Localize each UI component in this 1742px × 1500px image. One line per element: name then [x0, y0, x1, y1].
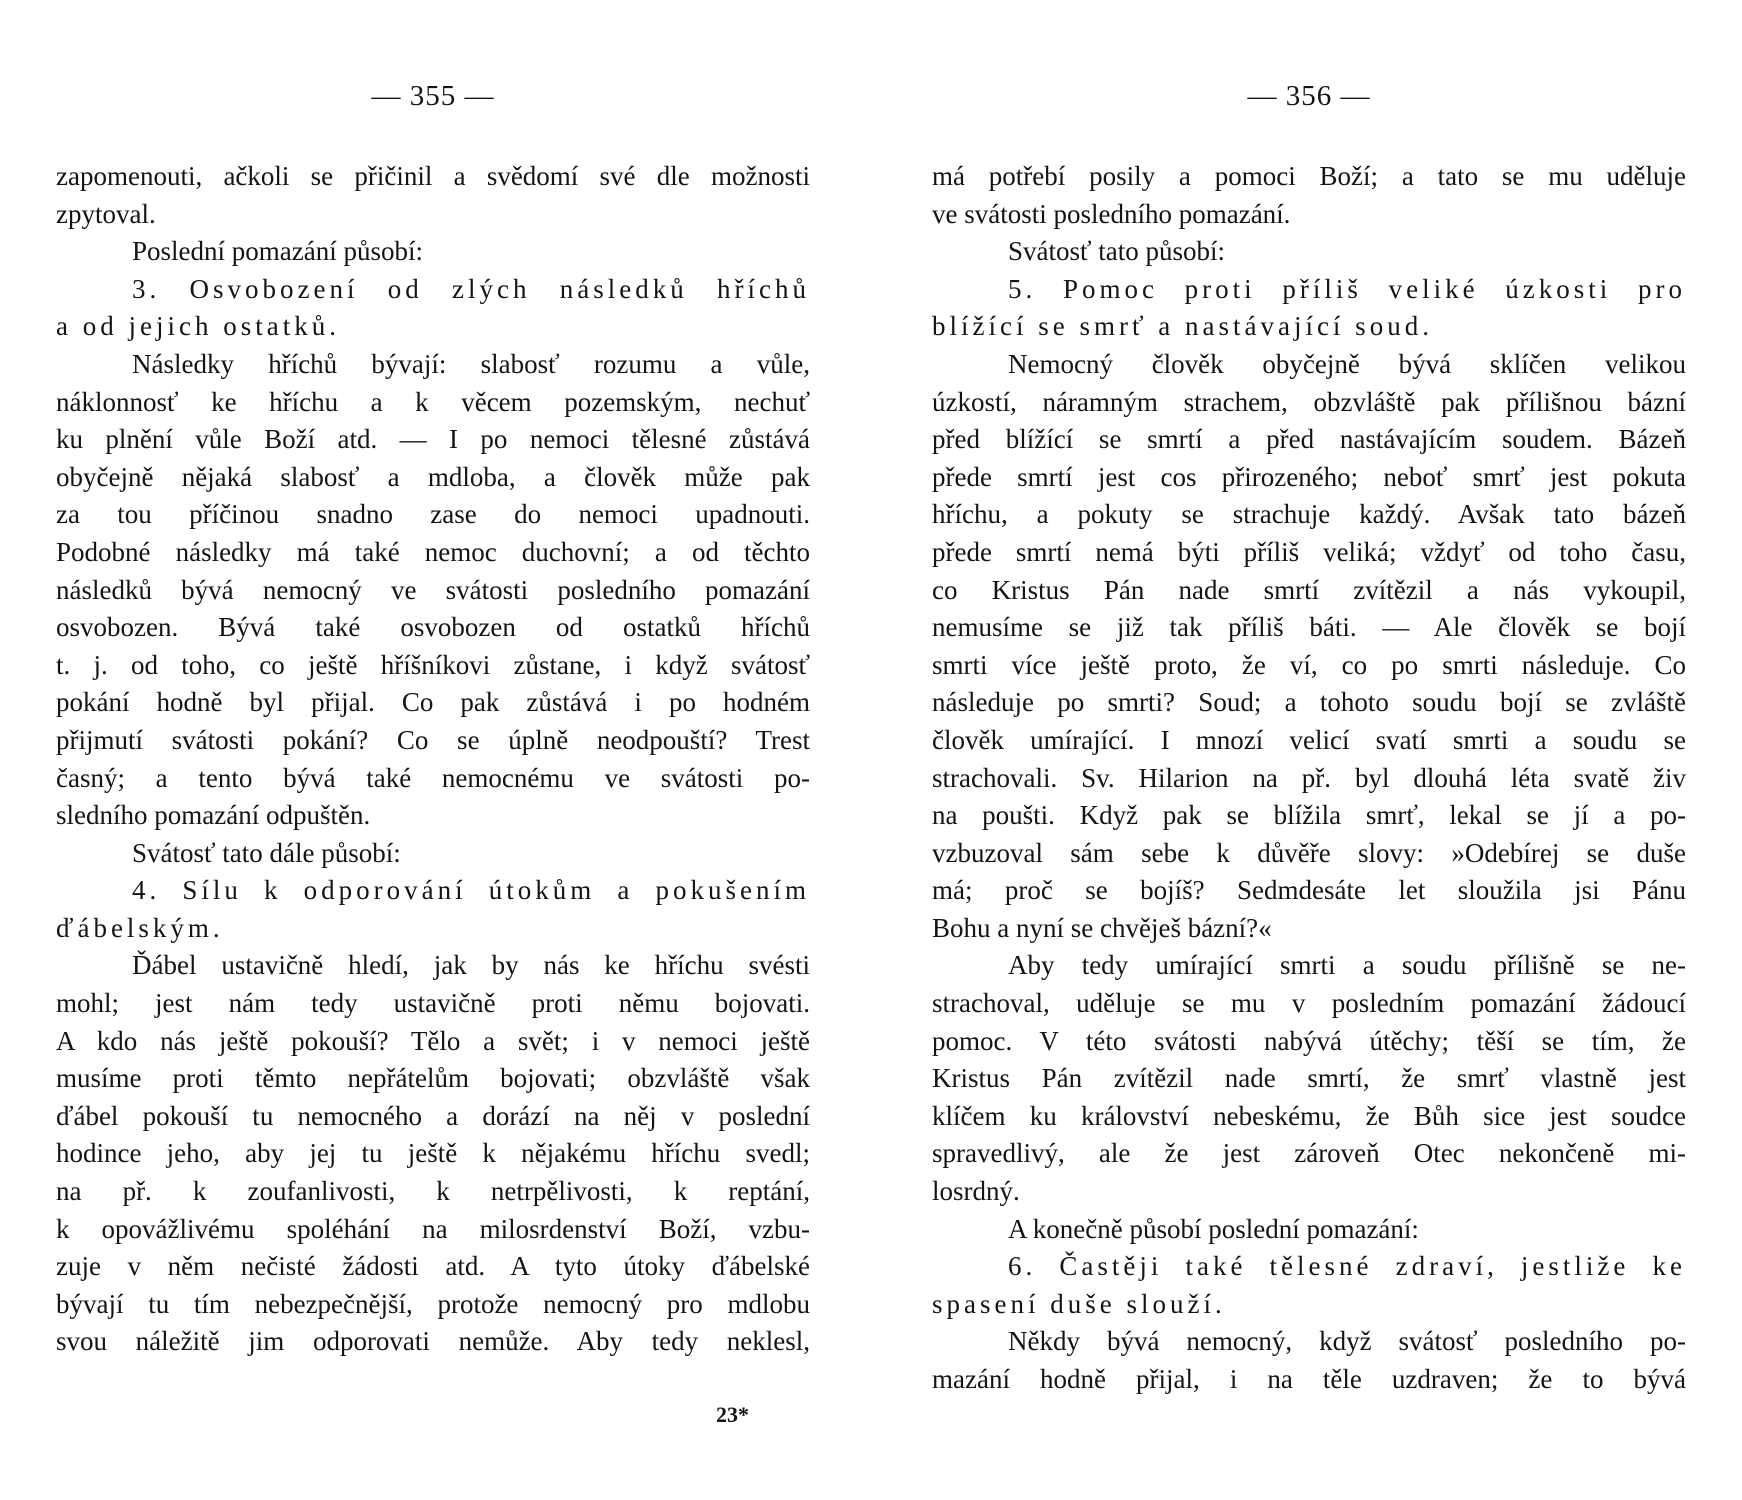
- right-text-line: pomoc. V této svátosti nabývá útěchy; těší se tím, že: [932, 1025, 1686, 1056]
- left-text-line: zpytoval.: [56, 198, 156, 229]
- right-text-line: smrti více ještě proto, že ví, co po smrti následuje. Co: [932, 649, 1686, 680]
- left-text-line: zapomenouti, ačkoli se přičinil a svědomí své dle možnosti: [56, 161, 810, 191]
- right-text-line: úzkostí, náramným strachem, obzvláště pak přílišnou bázní: [932, 386, 1686, 417]
- left-text-line: musíme proti těmto nepřátelům bojovati; obzvláště však: [56, 1063, 810, 1094]
- right-text-line: strachovali. Sv. Hilarion na př. byl dlouhá léta svatě živ: [932, 762, 1686, 793]
- left-text-line: časný; a tento bývá také nemocnému ve svátosti po-: [56, 762, 810, 793]
- left-text-line: následků bývá nemocný ve svátosti posledního pomazání: [56, 574, 810, 605]
- right-text-line: hříchu, a pokuty se strachuje každý. Avšak tato bázeň: [932, 499, 1686, 530]
- right-text-line: strachoval, uděluje se mu v posledním pomazání žádoucí: [932, 988, 1686, 1019]
- right-text-line: A konečně působí poslední pomazání:: [1008, 1213, 1419, 1244]
- right-text-line: Kristus Pán zvítězil nade smrtí, že smrť vlastně jest: [932, 1063, 1686, 1094]
- right-text-line: Aby tedy umírající smrti a soudu přílišně se ne-: [1008, 950, 1686, 981]
- left-text-line: zuje v něm nečisté žádosti atd. A tyto útoky ďábelské: [56, 1251, 810, 1282]
- left-text-line: ďábel pokouší tu nemocného a dorází na něj v poslední: [56, 1100, 810, 1131]
- left-text-line: ďábelským.: [56, 912, 224, 943]
- left-text-line: mohl; jest nám tedy ustavičně proti němu bojovati.: [56, 988, 810, 1019]
- left-text-line: sledního pomazání odpuštěn.: [56, 800, 371, 831]
- right-text-line: před blížící se smrtí a před nastávajícím soudem. Bázeň: [932, 424, 1686, 455]
- left-page: [56, 0, 810, 1500]
- right-text-line: losrdný.: [932, 1176, 1020, 1207]
- left-text-line: Následky hříchů bývají: slabosť rozumu a vůle,: [132, 348, 810, 379]
- right-page: [932, 0, 1686, 1500]
- right-text-line: mazání hodně přijal, i na těle uzdraven; že to bývá: [932, 1364, 1686, 1394]
- left-text-line: náklonnosť ke hříchu a k věcem pozemským, nechuť: [56, 386, 810, 417]
- left-text-line: pokání hodně byl přijal. Co pak zůstává i po hodném: [56, 687, 810, 718]
- right-text-line: spasení duše slouží.: [932, 1288, 1226, 1319]
- left-text-line: svou náležitě jim odporovati nemůže. Aby tedy neklesl,: [56, 1326, 810, 1357]
- right-text-line: přede smrtí nemá býti příliš veliká; vždyť od toho času,: [932, 536, 1686, 567]
- right-text-line: ve svátosti posledního pomazání.: [932, 198, 1291, 229]
- right-text-line: člověk umírající. I mnozí velicí svatí smrti a soudu se: [932, 724, 1686, 755]
- right-text-line: přede smrtí jest cos přirozeného; neboť smrť jest pokuta: [932, 461, 1686, 492]
- right-page-text: [932, 158, 1686, 1399]
- left-text-line: hodince jeho, aby jej tu ještě k nějakému hříchu svedl;: [56, 1138, 810, 1169]
- right-text-line: 6. Častěji také tělesné zdraví, jestliže ke: [1008, 1251, 1686, 1282]
- right-text-line: vzbuzoval sám sebe k důvěře slovy: »Odebírej se duše: [932, 837, 1686, 868]
- left-text-line: na př. k zoufanlivosti, k netrpělivosti, k reptání,: [56, 1176, 810, 1207]
- right-text-line: má potřebí posily a pomoci Boží; a tato se mu uděluje: [932, 161, 1686, 191]
- right-text-line: klíčem ku království nebeskému, že Bůh sice jest soudce: [932, 1100, 1686, 1131]
- right-text-line: Bohu a nyní se chvěješ bázní?«: [932, 912, 1272, 943]
- right-text-line: 5. Pomoc proti příliš veliké úzkosti pro: [1008, 273, 1686, 304]
- left-page-text: [56, 158, 810, 1361]
- left-text-line: Ďábel ustavičně hledí, jak by nás ke hříchu svésti: [132, 950, 810, 981]
- left-text-line: osvobozen. Bývá také osvobozen od ostatků hříchů: [56, 612, 810, 643]
- right-text-line: Někdy bývá nemocný, když svátosť posledního po-: [1008, 1326, 1686, 1357]
- right-text-line: Svátosť tato působí:: [1008, 236, 1226, 267]
- right-text-line: následuje po smrti? Soud; a tohoto soudu bojí se zvláště: [932, 687, 1686, 718]
- left-text-line: k opovážlivému spoléhání na milosrdenství Boží, vzbu-: [56, 1213, 810, 1244]
- right-text-line: má; proč se bojíš? Sedmdesáte let sloužila jsi Pánu: [932, 875, 1686, 906]
- right-text-line: Nemocný člověk obyčejně bývá sklíčen velikou: [1008, 348, 1686, 379]
- right-text-line: na poušti. Když pak se blížila smrť, lekal se jí a po-: [932, 800, 1686, 831]
- left-text-line: a od jejich ostatků.: [56, 311, 340, 342]
- left-text-line: t. j. od toho, co ještě hříšníkovi zůstane, i když svátosť: [56, 649, 810, 680]
- left-text-line: Poslední pomazání působí:: [132, 236, 423, 267]
- left-text-line: přijmutí svátosti pokání? Co se úplně neodpouští? Trest: [56, 724, 810, 755]
- left-text-line: ku plnění vůle Boží atd. — I po nemoci tělesné zůstává: [56, 424, 810, 455]
- left-text-line: A kdo nás ještě pokouší? Tělo a svět; i v nemoci ještě: [56, 1025, 810, 1056]
- right-text-line: spravedlivý, ale že jest zároveň Otec nekončeně mi-: [932, 1138, 1686, 1169]
- left-text-line: 4. Sílu k odporování útokům a pokušením: [132, 875, 810, 906]
- right-text-line: nemusíme se již tak příliš báti. — Ale člověk se bojí: [932, 612, 1686, 643]
- left-text-line: obyčejně nějaká slabosť a mdloba, a člověk může pak: [56, 461, 810, 492]
- printer-signature-mark: 23*: [716, 1402, 749, 1427]
- right-text-line: blížící se smrť a nastávající soud.: [932, 311, 1433, 342]
- left-text-line: bývají tu tím nebezpečnější, protože nemocný pro mdlobu: [56, 1288, 810, 1319]
- left-text-line: 3. Osvobození od zlých následků hříchů: [132, 273, 810, 304]
- right-page-number: — 356 —: [1247, 80, 1371, 112]
- right-text-line: co Kristus Pán nade smrtí zvítězil a nás vykoupil,: [932, 574, 1686, 605]
- left-page-number: — 355 —: [371, 80, 495, 112]
- left-text-line: za tou příčinou snadno zase do nemoci upadnouti.: [56, 499, 810, 530]
- left-text-line: Svátosť tato dále působí:: [132, 837, 401, 868]
- left-text-line: Podobné následky má také nemoc duchovní; a od těchto: [56, 536, 810, 567]
